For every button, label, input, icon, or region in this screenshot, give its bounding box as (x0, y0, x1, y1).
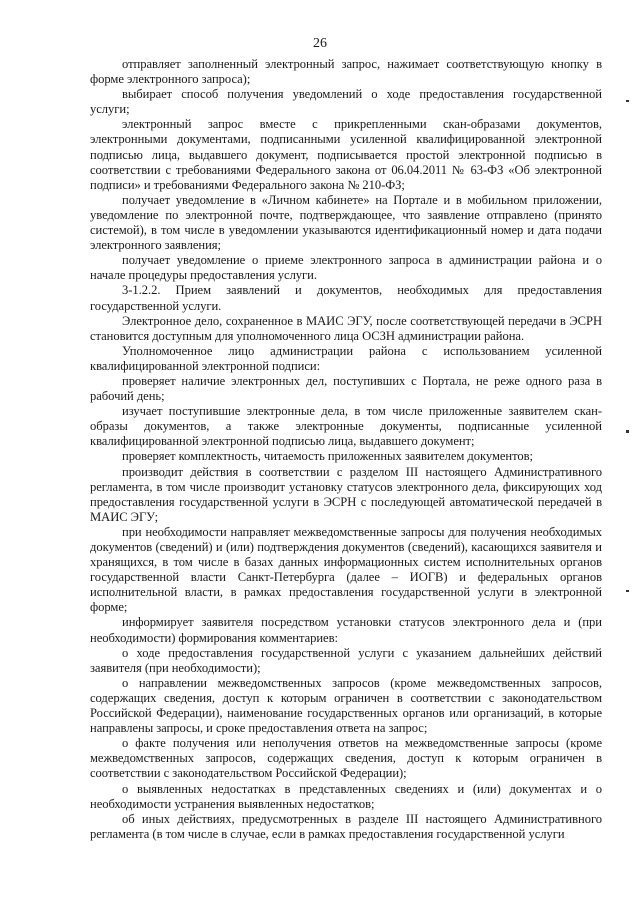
paragraph: проверяет наличие электронных дел, поступивших с Портала, не реже одного раза в рабочий день; (90, 373, 602, 404)
paragraph: о направлении межведомственных запросов (кроме межведомственных запросов, содержащих сведения, доступ к которым ограничен в соответствии с законодательством Российской Федерации), наименование государственных органов или организаций, в которые направлены запросы, и сроке предоставления ответа на запрос; (90, 675, 602, 736)
paragraph: получает уведомление о приеме электронного запроса в администрации района и о начале процедуры предоставления услуги. (90, 253, 602, 283)
paragraph: информирует заявителя посредством установки статусов электронного дела и (при необходимости) формирования комментариев: (90, 615, 602, 645)
scan-edge-mark (626, 430, 629, 433)
scan-edge-mark (626, 590, 629, 592)
paragraph: изучает поступившие электронные дела, в том числе приложенные заявителем скан-образы документов, а также электронные документы, подписанные усиленной квалифицированной электронной подписью лица, выдавшего документ; (90, 404, 602, 449)
body-text (90, 57, 602, 842)
section-heading: 3-1.2.2. Прием заявлений и документов, необходимых для предоставления государственной услуги. (90, 283, 602, 313)
paragraph: Электронное дело, сохраненное в МАИС ЭГУ, после соответствующей передачи в ЭСРН становится доступным для уполномоченного лица ОСЗН администрации района. (90, 313, 602, 343)
scan-edge-mark (626, 100, 629, 102)
paragraph: о выявленных недостатках в представленных сведениях и (или) документах и о необходимости устранения выявленных недостатков; (90, 781, 602, 811)
paragraph: при необходимости направляет межведомственные запросы для получения необходимых документов (сведений) и (или) подтверждения документов (сведений), касающихся заявителя и хранящихся, в том числе в базах данных информационных систем исполнительных органов государственной власти Санкт-Петербурга (далее – ИОГВ) и федеральных органов исполнительной власти, в рамках предоставления государственной услуги в электронной форме; (90, 524, 602, 615)
paragraph: о факте получения или неполучения ответов на межведомственные запросы (кроме межведомственных запросов, содержащих сведения, доступ к которым ограничен в соответствии с законодательством Российской Федерации); (90, 736, 602, 781)
paragraph: о ходе предоставления государственной услуги с указанием дальнейших действий заявителя (при необходимости); (90, 645, 602, 675)
paragraph: Уполномоченное лицо администрации района с использованием усиленной квалифицированной электронной подписи: (90, 343, 602, 373)
paragraph: производит действия в соответствии с разделом III настоящего Административного регламента, в том числе производит установку статусов электронного дела, фиксирующих ход предоставления государственной услуги в ЭСРН с последующей автоматической передачей в МАИС ЭГУ; (90, 464, 602, 524)
paragraph: отправляет заполненный электронный запрос, нажимает соответствующую кнопку в форме электронного запроса); (90, 57, 602, 87)
page-number: 26 (313, 36, 327, 51)
paragraph: электронный запрос вместе с прикрепленными скан-образами документов, электронными документами, подписанными усиленной квалифицированной электронной подписью лица, выдавшего документ, подписывается простой электронной подписью в соответствии с требованиями Федерального закона от 06.04.2011 № 63-ФЗ «Об электронной подписи» и требованиями Федерального закона № 210-ФЗ; (90, 117, 602, 192)
paragraph: выбирает способ получения уведомлений о ходе предоставления государственной услуги; (90, 87, 602, 117)
paragraph: получает уведомление в «Личном кабинете» на Портале и в мобильном приложении, уведомление по электронной почте, подтверждающее, что заявление отправлено (принято системой), в том числе в уведомлении указываются идентификационный номер и дата подачи электронного заявления; (90, 192, 602, 253)
paragraph: об иных действиях, предусмотренных в разделе III настоящего Административного регламента (в том числе в случае, если в рамках предоставления государственной услуги (90, 811, 602, 841)
paragraph: проверяет комплектность, читаемость приложенных заявителем документов; (122, 449, 533, 464)
